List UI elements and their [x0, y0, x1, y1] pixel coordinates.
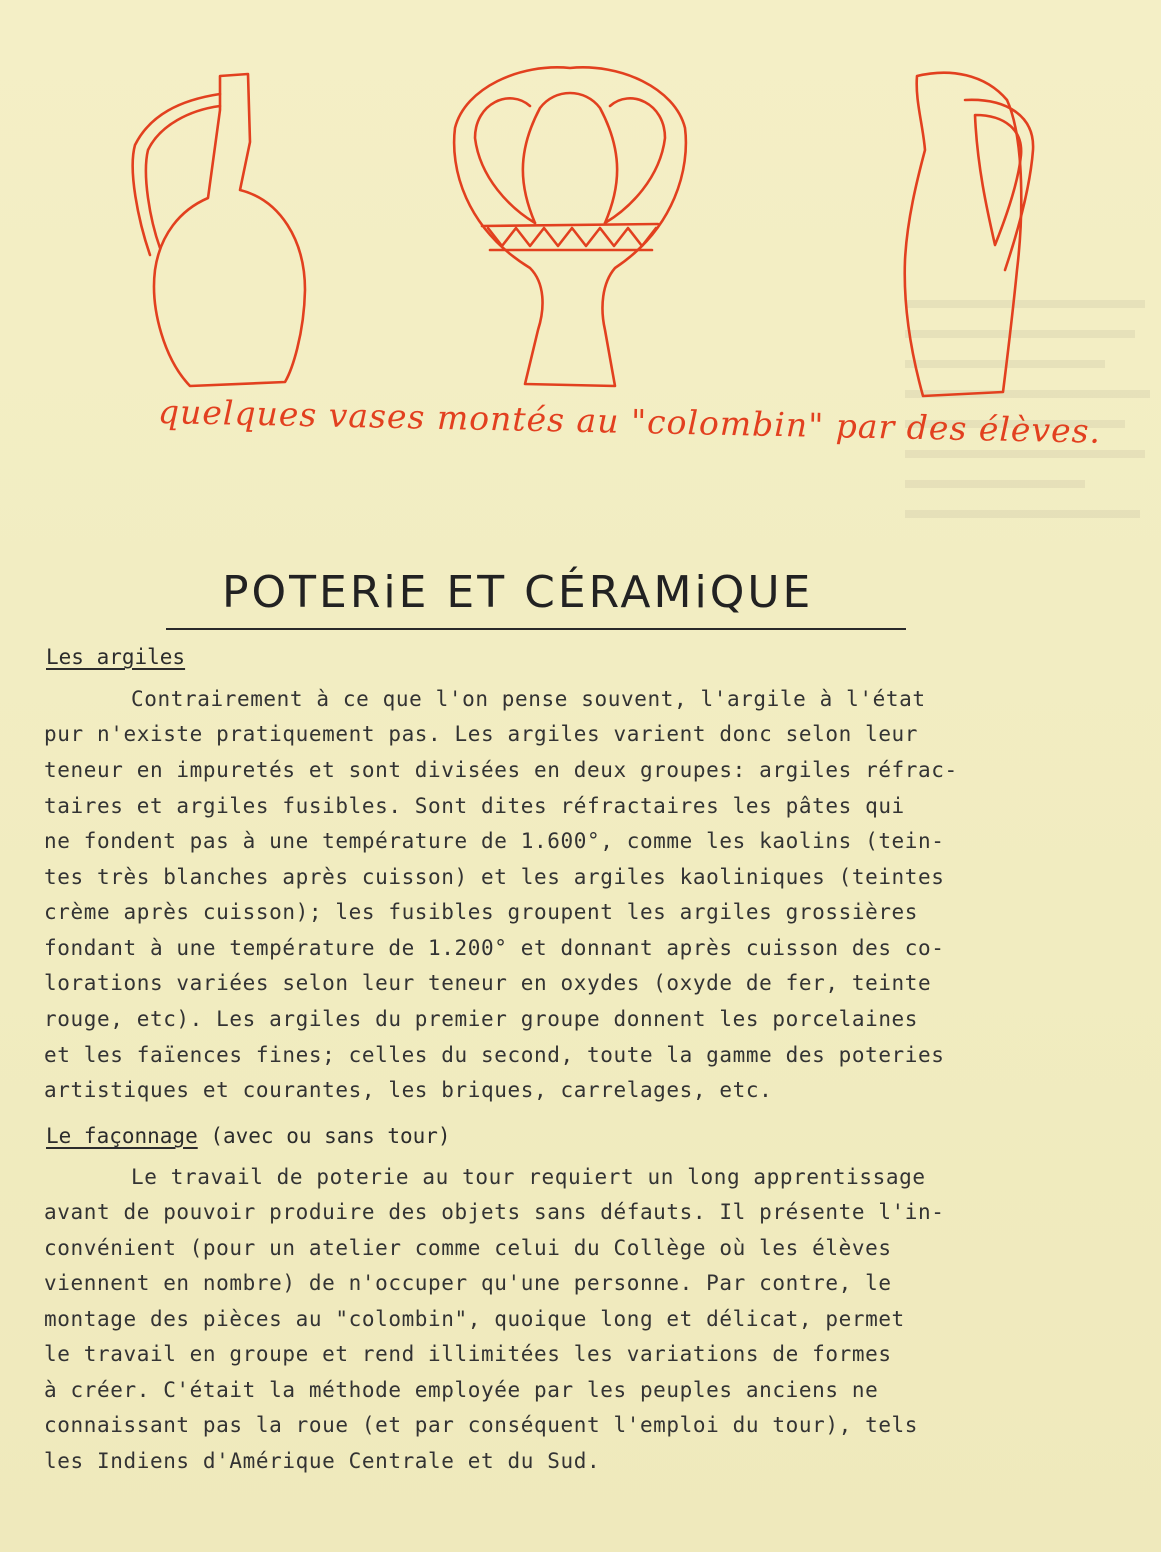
- paragraph-line: à créer. C'était la méthode employée par les peuples anciens ne: [44, 1378, 879, 1402]
- paragraph-line: teneur en impuretés et sont divisées en deux groupes: argiles réfrac-: [44, 758, 958, 782]
- section-heading-faconnage: [46, 1124, 451, 1148]
- paragraph-line: taires et argiles fusibles. Sont dites réfractaires les pâtes qui: [44, 794, 905, 818]
- paragraph-line: ne fondent pas à une température de 1.600°, comme les kaolins (tein-: [44, 829, 945, 853]
- vase-middle-drawing: [420, 68, 720, 398]
- paragraph-line: et les faïences fines; celles du second, toute la gamme des poteries: [44, 1043, 945, 1067]
- paragraph-line: convénient (pour un atelier comme celui du Collège où les élèves: [44, 1236, 892, 1260]
- paragraph-line: viennent en nombre) de n'occuper qu'une personne. Par contre, le: [44, 1271, 892, 1295]
- section-heading-argiles-text: Les argiles: [46, 645, 186, 669]
- section-heading-faconnage-suffix: (avec ou sans tour): [197, 1124, 451, 1148]
- vase-right-drawing: [895, 70, 1055, 400]
- paragraph-line: fondant à une température de 1.200° et donnant après cuisson des co-: [44, 936, 945, 960]
- paragraph-line: avant de pouvoir produire des objets sans défauts. Il présente l'in-: [44, 1200, 945, 1224]
- paragraph-line: montage des pièces au "colombin", quoique long et délicat, permet: [44, 1307, 905, 1331]
- paragraph-line: les Indiens d'Amérique Centrale et du Sud.: [44, 1449, 601, 1473]
- section-heading-faconnage-text: Le façonnage: [46, 1124, 198, 1148]
- page-title: POTERiE ET CÉRAMiQUE: [222, 567, 814, 618]
- paragraph-line: Contrairement à ce que l'on pense souvent, l'argile à l'état: [131, 687, 926, 711]
- paragraph-line: pur n'existe pratiquement pas. Les argiles varient donc selon leur: [44, 722, 919, 746]
- paragraph-line: Le travail de poterie au tour requiert un long apprentissage: [131, 1165, 926, 1189]
- paragraph-line: connaissant pas la roue (et par conséquent l'emploi du tour), tels: [44, 1413, 919, 1437]
- paragraph-line: artistiques et courantes, les briques, carrelages, etc.: [44, 1078, 773, 1102]
- paragraph-line: tes très blanches après cuisson) et les argiles kaoliniques (teintes: [44, 865, 945, 889]
- paragraph-line: le travail en groupe et rend illimitées les variations de formes: [44, 1342, 892, 1366]
- paragraph-line: rouge, etc). Les argiles du premier groupe donnent les porcelaines: [44, 1007, 919, 1031]
- section-heading-argiles: [46, 645, 185, 669]
- paragraph-line: crème après cuisson); les fusibles groupent les argiles grossières: [44, 900, 919, 924]
- paragraph-line: lorations variées selon leur teneur en oxydes (oxyde de fer, teinte: [44, 971, 932, 995]
- vase-left-drawing: [120, 70, 320, 400]
- title-underline: [166, 628, 906, 630]
- illustration-caption: quelques vases montés au "colombin" par des élèves.: [157, 392, 1102, 451]
